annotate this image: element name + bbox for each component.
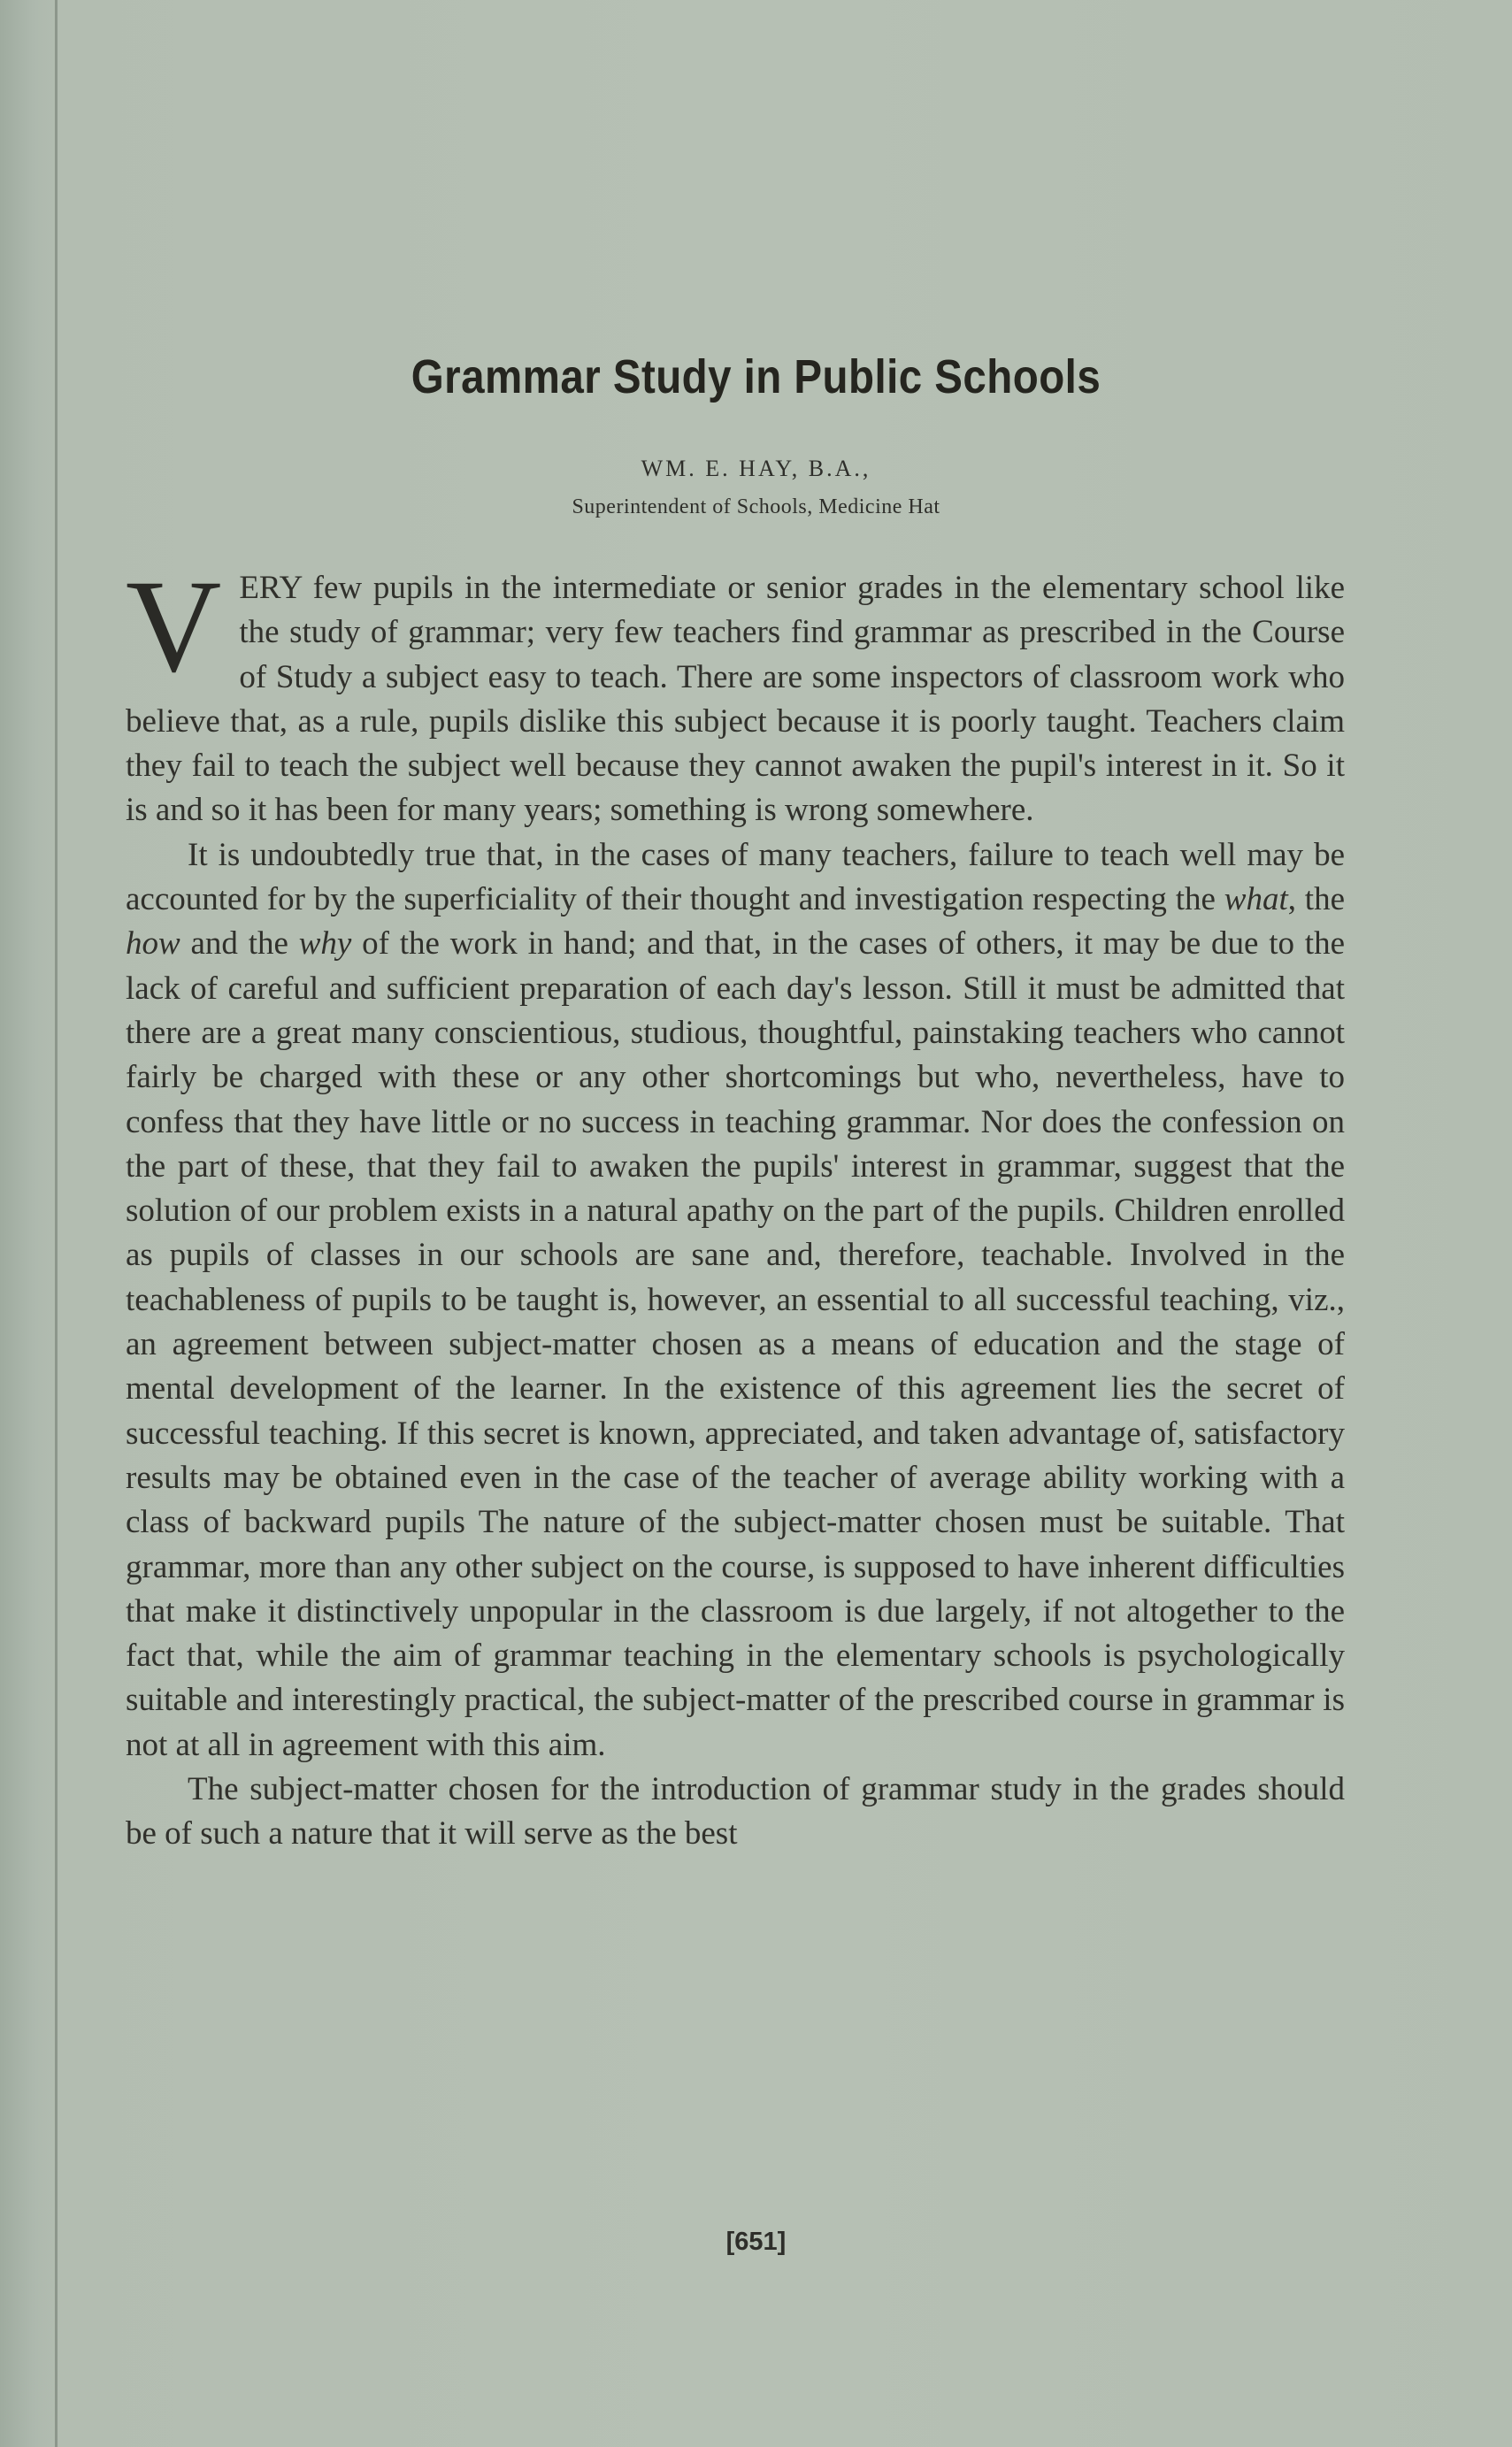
binding-edge	[55, 0, 58, 2447]
paragraph-1	[126, 553, 1345, 833]
italic-what: what	[1224, 881, 1288, 918]
paragraph-2-text-d: of the work in hand; and that, in the cases of others, it may be due to the lack of careful and sufficient preparation of each day's lesson. Still it must be admitted that there are a great many conscientious, studious, thoughtful, painstaking teachers who cannot fairly be charged with these or any other shortcomings but who, nevertheless, have to confess that they have little or no success in teaching grammar. Nor does the confession on the part of these, that they fail to awaken the pupils' interest in grammar, suggest that the solution of our problem exists in a natural apathy on the part of the pupils. Children enrolled as pupils of classes in our schools are sane and, therefore, teachable. Involved in the teachableness of pupils to be taught is, however, an essential to all successful teaching, viz., an agreement between subject-matter chosen as a means of education and the stage of mental development of the learner. In the existence of this agreement lies the secret of successful teaching. If this secret is known, appreciated, and taken advantage of, satisfactory results may be obtained even in the case of the teacher of average ability working with a class of backward pupils The nature of the subject-matter chosen must be suitable. That grammar, more than any other subject on the course, is supposed to have inherent difficulties that make it distinctively unpopular in the classroom is due largely, if not altogether to the fact that, while the aim of grammar teaching in the elementary schools is psychologically suitable and interestingly practical, the subject-matter of the prescribed course in grammar is not at all in agreement with this aim.	[126, 925, 1345, 1763]
paragraph-1-text: ERY few pupils in the intermediate or senior grades in the elementary school like the study of grammar; very few teachers find grammar as prescribed in the Course of Study a subject easy to teach. There are some inspectors of classroom work who believe that, as a rule, pupils dislike this subject because it is poorly taught. Teachers claim they fail to teach the subject well because they cannot awaken the pupil's interest in it. So it is and so it has been for many years; something is wrong somewhere.	[126, 570, 1345, 829]
paragraph-2-text-b: , the	[1287, 881, 1345, 918]
author-name: WM. E. HAY, B.A.,	[641, 456, 871, 481]
author-affiliation: Superintendent of Schools, Medicine Hat	[572, 495, 940, 518]
article-title: Grammar Study in Public Schools	[411, 350, 1101, 403]
page-number: [651]	[725, 2228, 787, 2256]
paragraph-2-text-c: and the	[180, 925, 299, 963]
italic-why: why	[298, 925, 352, 963]
paragraph-2	[126, 833, 1345, 1768]
paragraph-2-text-a: It is undoubtedly true that, in the cases of many teachers, failure to teach well may be accounted for by the superficiality of their thought and investigation respecting the	[126, 836, 1345, 918]
paragraph-3: The subject-matter chosen for the introduction of grammar study in the grades should be of such a nature that it will serve as the best	[126, 1771, 1345, 1853]
article-body	[126, 553, 1345, 1857]
drop-cap: V	[126, 553, 222, 700]
italic-how: how	[126, 925, 180, 963]
